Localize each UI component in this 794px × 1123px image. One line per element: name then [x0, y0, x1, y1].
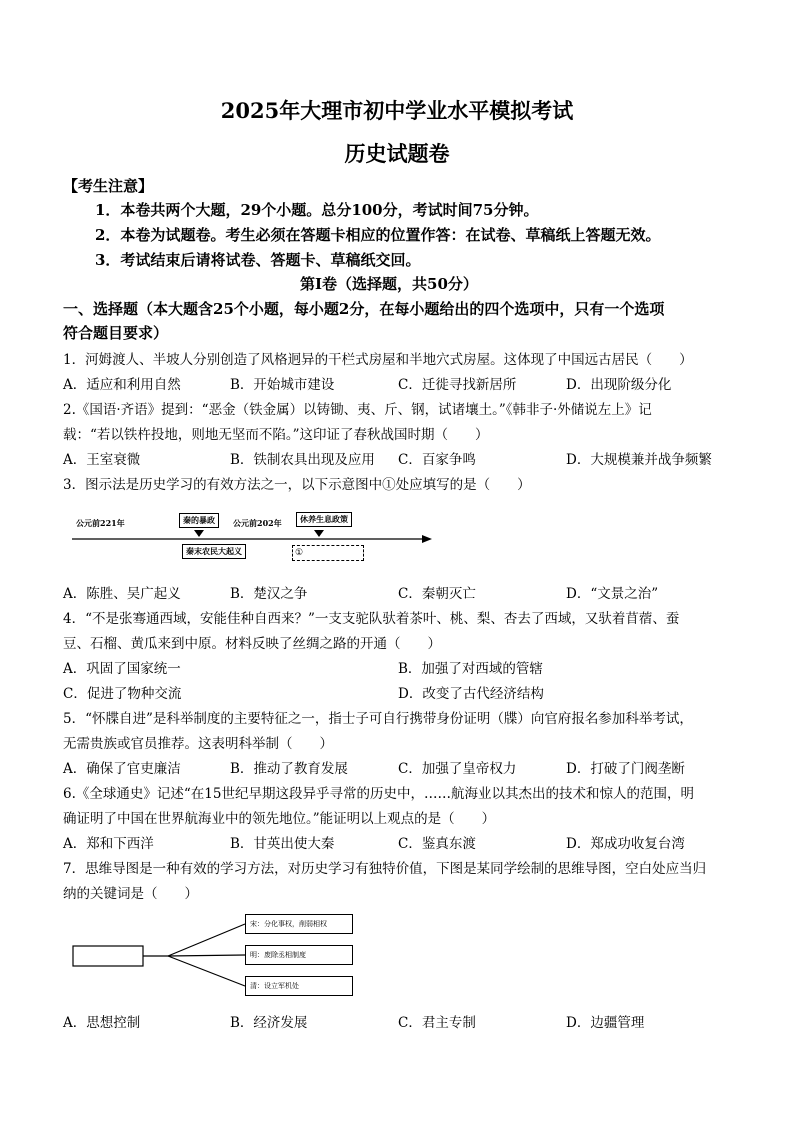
- q7-option-a[interactable]: A．思想控制: [63, 1015, 141, 1031]
- question-7-stem: 7．思维导图是一种有效的学习方法，对历史学习有独特价值，下图是某同学绘制的思维导图，空白处应当归: [63, 861, 707, 877]
- q4-option-c[interactable]: C．促进了物种交流: [63, 686, 182, 702]
- mind-map-diagram: [70, 908, 370, 1003]
- question-7-stem-cont: 纳的关键词是（ ）: [63, 886, 198, 902]
- q4-option-b[interactable]: B．加强了对西域的管辖: [398, 661, 543, 677]
- q5-option-a[interactable]: A．确保了官吏廉洁: [63, 761, 181, 777]
- notice-heading: 【考生注意】: [63, 177, 154, 195]
- q4-option-a[interactable]: A．巩固了国家统一: [63, 661, 181, 677]
- q1-option-b[interactable]: B．开始城市建设: [230, 377, 335, 393]
- q5-option-d[interactable]: D．打破了门阀垄断: [566, 761, 685, 777]
- part-title: 第Ⅰ卷（选择题，共50分）: [300, 275, 478, 293]
- notice-item: 3．考试结束后请将试卷、答题卡、草稿纸交回。: [95, 251, 421, 269]
- timeline-date-221bc: 公元前221年: [76, 518, 125, 528]
- q6-option-a[interactable]: A．郑和下西洋: [63, 836, 154, 852]
- mind-map-song: 宋：分化事权，削弱相权: [245, 914, 353, 934]
- q4-option-d[interactable]: D．改变了古代经济结构: [398, 686, 544, 702]
- timeline-box-qin-uprising: 秦末农民大起义: [182, 544, 246, 559]
- timeline-blank-box: [292, 545, 364, 561]
- q3-option-b[interactable]: B．楚汉之争: [230, 586, 308, 602]
- timeline-marker: ①: [295, 548, 304, 558]
- notice-item: 1．本卷共两个大题，29个小题。总分100分，考试时间75分钟。: [95, 201, 539, 219]
- question-2-stem: 2.《国语·齐语》提到：“恶金（铁金属）以铸锄、夷、斤、钢，试诸壤土。”《韩非子·外储说左上》记: [63, 402, 652, 418]
- question-5-stem-cont: 无需贵族或官员推荐。这表明科举制（ ）: [63, 736, 333, 752]
- q6-option-b[interactable]: B．甘英出使大秦: [230, 836, 335, 852]
- timeline-diagram: [70, 510, 440, 570]
- q2-option-c[interactable]: C．百家争鸣: [398, 452, 476, 468]
- q5-option-b[interactable]: B．推动了教育发展: [230, 761, 348, 777]
- q1-option-c[interactable]: C．迁徙寻找新居所: [398, 377, 517, 393]
- question-2-stem-cont: 载：“若以铁杵投地，则地无坚而不陷。”这印证了春秋战国时期（ ）: [63, 427, 489, 443]
- exam-subtitle: 历史试题卷: [344, 141, 450, 166]
- timeline-box-recuperation: 休养生息政策: [296, 512, 352, 527]
- section-heading: 一、选择题（本大题含25个小题，每小题2分，在每小题给出的四个选项中，只有一个选项: [63, 300, 665, 318]
- q7-option-d[interactable]: D．边疆管理: [566, 1015, 645, 1031]
- q2-option-a[interactable]: A．王室衰微: [63, 452, 141, 468]
- q6-option-d[interactable]: D．郑成功收复台湾: [566, 836, 685, 852]
- question-3-stem: 3．图示法是历史学习的有效方法之一，以下示意图中①处应填写的是（ ）: [63, 477, 531, 493]
- q5-option-c[interactable]: C．加强了皇帝权力: [398, 761, 517, 777]
- question-6-stem: 6.《全球通史》记述“在15世纪早期这段异乎寻常的历史中，……航海业以其杰出的技术和惊人的范围，明: [63, 786, 694, 802]
- q2-option-b[interactable]: B．铁制农具出现及应用: [230, 452, 375, 468]
- q6-option-c[interactable]: C．鉴真东渡: [398, 836, 476, 852]
- section-heading-cont: 符合题目要求）: [63, 324, 169, 342]
- question-5-stem: 5．“怀牒自进”是科举制度的主要特征之一，指士子可自行携带身份证明（牒）向官府报名参加科举考试，: [63, 711, 693, 727]
- mind-map-qing: 清：设立军机处: [245, 976, 353, 996]
- q2-option-d[interactable]: D．大规模兼并战争频繁: [566, 452, 712, 468]
- q7-option-c[interactable]: C．君主专制: [398, 1015, 476, 1031]
- exam-title: 2025年大理市初中学业水平模拟考试: [220, 98, 574, 123]
- mind-map-ming: 明：废除丞相制度: [245, 945, 353, 965]
- timeline-box-qin-tyranny: 秦的暴政: [179, 513, 219, 528]
- notice-item: 2．本卷为试题卷。考生必须在答题卡相应的位置作答：在试卷、草稿纸上答题无效。: [95, 226, 661, 244]
- question-4-stem: 4．“不是张骞通西域，安能佳种自西来？”一支支驼队驮着茶叶、桃、梨、杏去了西域，又驮着苜蓿、蚕: [63, 611, 680, 627]
- question-1-stem: 1．河姆渡人、半坡人分别创造了风格迥异的干栏式房屋和半地穴式房屋。这体现了中国远古居民（ ）: [63, 352, 693, 368]
- question-4-stem-cont: 豆、石榴、黄瓜来到中原。材料反映了丝绸之路的开通（ ）: [63, 636, 441, 652]
- q3-option-d[interactable]: D．“文景之治”: [566, 586, 659, 602]
- q1-option-a[interactable]: A．适应和利用自然: [63, 377, 181, 393]
- q3-option-c[interactable]: C．秦朝灭亡: [398, 586, 476, 602]
- q1-option-d[interactable]: D．出现阶级分化: [566, 377, 672, 393]
- q3-option-a[interactable]: A．陈胜、吴广起义: [63, 586, 181, 602]
- q7-option-b[interactable]: B．经济发展: [230, 1015, 308, 1031]
- question-6-stem-cont: 确证明了中国在世界航海业中的领先地位。”能证明以上观点的是（ ）: [63, 811, 496, 827]
- timeline-date-202bc: 公元前202年: [233, 518, 282, 528]
